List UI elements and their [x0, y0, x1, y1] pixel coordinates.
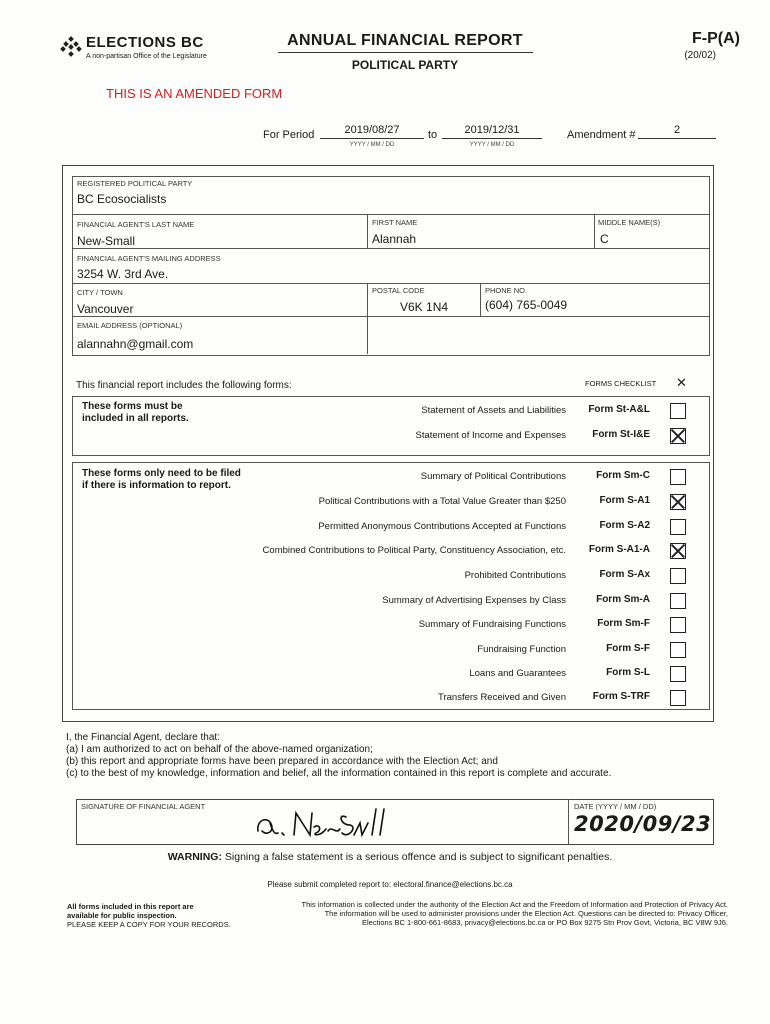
footer-left-line: All forms included in this report are	[67, 902, 194, 911]
required-group-title-line: included in all reports.	[82, 413, 189, 424]
form-row-description: Permitted Anonymous Contributions Accepted at Functions	[318, 521, 566, 532]
amendment-label: Amendment #	[567, 129, 636, 141]
party-label: REGISTERED POLITICAL PARTY	[77, 179, 193, 188]
form-row-checkbox[interactable]	[670, 403, 686, 419]
divider	[594, 214, 595, 248]
footer-left-line: PLEASE KEEP A COPY FOR YOUR RECORDS.	[67, 920, 231, 929]
period-from-field[interactable]: 2019/08/27	[320, 124, 424, 139]
form-row-checkbox[interactable]	[670, 519, 686, 535]
declaration-line: (b) this report and appropriate forms have been prepared in accordance with the Election Act; and	[66, 756, 498, 767]
form-row-code: Form S-L	[606, 667, 650, 678]
form-row-description: Political Contributions with a Total Value Greater than $250	[318, 496, 566, 507]
declaration-line: (c) to the best of my knowledge, information and belief, all the information contained in this report is complete and accurate.	[66, 768, 612, 779]
postal-label: POSTAL CODE	[372, 286, 425, 295]
form-subtitle: POLITICAL PARTY	[351, 58, 459, 72]
last-name-label: FINANCIAL AGENT'S LAST NAME	[77, 220, 195, 229]
footer-privacy	[250, 900, 728, 927]
footer-left	[67, 902, 231, 929]
form-row-code: Form S-A1-A	[588, 544, 650, 555]
warning-label: WARNING:	[167, 851, 222, 863]
form-row-code: Form Sm-C	[596, 470, 650, 481]
period-to-hint: YYYY / MM / DD	[469, 142, 515, 148]
form-row-description: Prohibited Contributions	[464, 570, 566, 581]
divider	[72, 316, 710, 317]
form-row-checkbox[interactable]	[670, 617, 686, 633]
logo-text: ELECTIONS BC	[86, 34, 204, 51]
divider	[72, 248, 710, 249]
declaration	[66, 732, 611, 780]
form-row-code: Form Sm-F	[597, 618, 650, 629]
required-group-title-line: These forms must be	[82, 401, 183, 412]
party-name-field[interactable]: BC Ecosocialists	[77, 192, 167, 206]
form-row-description: Statement of Income and Expenses	[415, 430, 566, 441]
form-row-description: Combined Contributions to Political Party, Constituency Association, etc.	[262, 545, 566, 556]
checklist-label: FORMS CHECKLIST	[585, 379, 657, 388]
form-row-checkbox[interactable]	[670, 593, 686, 609]
period-label: For Period	[263, 129, 315, 141]
signature-label: SIGNATURE OF FINANCIAL AGENT	[81, 802, 206, 811]
form-row-code: Form S-A1	[599, 495, 650, 506]
city-field[interactable]: Vancouver	[77, 302, 134, 316]
period-to-label: to	[428, 129, 438, 141]
period-to-field[interactable]: 2019/12/31	[442, 124, 542, 139]
form-row-checkbox[interactable]	[670, 666, 686, 682]
address-field[interactable]: 3254 W. 3rd Ave.	[77, 267, 169, 281]
submit-instructions: Please submit completed report to: electoral.finance@elections.bc.ca	[267, 880, 513, 889]
warning-text: Signing a false statement is a serious offence and is subject to significant penalties.	[224, 851, 613, 863]
period-from-hint: YYYY / MM / DD	[349, 142, 395, 148]
form-row-description: Loans and Guarantees	[469, 668, 566, 679]
form-row-description: Statement of Assets and Liabilities	[421, 405, 566, 416]
warning	[70, 851, 710, 863]
form-row-description: Summary of Political Contributions	[420, 471, 566, 482]
declaration-line: I, the Financial Agent, declare that:	[66, 732, 220, 743]
first-name-field[interactable]: Alannah	[372, 232, 417, 246]
form-row-description: Fundraising Function	[477, 644, 566, 655]
checklist-mark: ✕	[676, 375, 687, 390]
form-row-code: Form St-A&L	[588, 404, 650, 415]
form-row-description: Summary of Advertising Expenses by Class	[382, 595, 566, 606]
forms-intro: This financial report includes the following forms:	[76, 380, 292, 391]
footer-privacy-line: This information is collected under the authority of the Election Act and the Freedom of Information and Protection of Privacy Act.	[301, 900, 728, 909]
divider	[367, 214, 368, 248]
form-title: ANNUAL FINANCIAL REPORT	[287, 32, 523, 49]
footer-left-line: available for public inspection.	[67, 911, 177, 920]
form-row-code: Form S-F	[606, 643, 650, 654]
form-row-code: Form S-A2	[599, 520, 650, 531]
amended-note: THIS IS AN AMENDED FORM	[106, 86, 283, 101]
divider	[480, 283, 481, 316]
form-row-code: Form Sm-A	[596, 594, 650, 605]
email-label: EMAIL ADDRESS (OPTIONAL)	[77, 321, 183, 330]
signature-image	[250, 805, 410, 843]
phone-field[interactable]: (604) 765-0049	[485, 298, 568, 312]
form-row-description: Summary of Fundraising Functions	[418, 619, 566, 630]
form-code: F-P(A)	[692, 30, 740, 47]
optional-group-title-line: if there is information to report.	[82, 480, 231, 491]
divider	[72, 283, 710, 284]
address-label: FINANCIAL AGENT'S MAILING ADDRESS	[77, 254, 221, 263]
form-row-code: Form St-I&E	[592, 429, 650, 440]
divider	[367, 316, 368, 354]
form-row-checkbox[interactable]	[670, 543, 686, 559]
form-row-checkbox[interactable]	[670, 642, 686, 658]
divider	[72, 214, 710, 215]
middle-name-field[interactable]: C	[600, 232, 609, 246]
middle-name-label: MIDDLE NAME(S)	[598, 218, 661, 227]
optional-group-title-line: These forms only need to be filed	[82, 468, 241, 479]
phone-label: PHONE NO.	[485, 286, 528, 295]
divider	[367, 283, 368, 316]
divider	[568, 799, 569, 845]
form-row-checkbox[interactable]	[670, 494, 686, 510]
city-label: CITY / TOWN	[77, 288, 123, 297]
form-row-code: Form S-TRF	[592, 691, 650, 702]
form-version: (20/02)	[684, 50, 716, 61]
postal-field[interactable]: V6K 1N4	[400, 300, 449, 314]
form-row-checkbox[interactable]	[670, 568, 686, 584]
email-field[interactable]: alannahn@gmail.com	[77, 337, 194, 351]
title-rule	[278, 52, 533, 53]
signature-date-field[interactable]: 2020/09/23	[574, 812, 712, 836]
form-row-description: Transfers Received and Given	[438, 692, 566, 703]
date-label: DATE (YYYY / MM / DD)	[574, 802, 657, 811]
logo-subtitle: A non-partisan Office of the Legislature	[86, 53, 207, 60]
footer-privacy-line: Elections BC 1-800-661-8683, privacy@elections.bc.ca or PO Box 9275 Stn Prov Govt, Victoria, BC V8W 9J6.	[362, 918, 728, 927]
form-row-code: Form S-Ax	[599, 569, 650, 580]
form-row-checkbox[interactable]	[670, 469, 686, 485]
last-name-field[interactable]: New-Small	[77, 234, 136, 248]
form-row-checkbox[interactable]	[670, 428, 686, 444]
form-row-checkbox[interactable]	[670, 690, 686, 706]
elections-bc-logo-icon	[60, 36, 82, 58]
declaration-line: (a) I am authorized to act on behalf of the above-named organization;	[66, 744, 373, 755]
amendment-number-field[interactable]: 2	[638, 124, 716, 139]
footer-privacy-line: The information will be used to administer provisions under the Election Act. Questions can be directed to: Privacy Officer,	[324, 909, 728, 918]
first-name-label: FIRST NAME	[372, 218, 418, 227]
